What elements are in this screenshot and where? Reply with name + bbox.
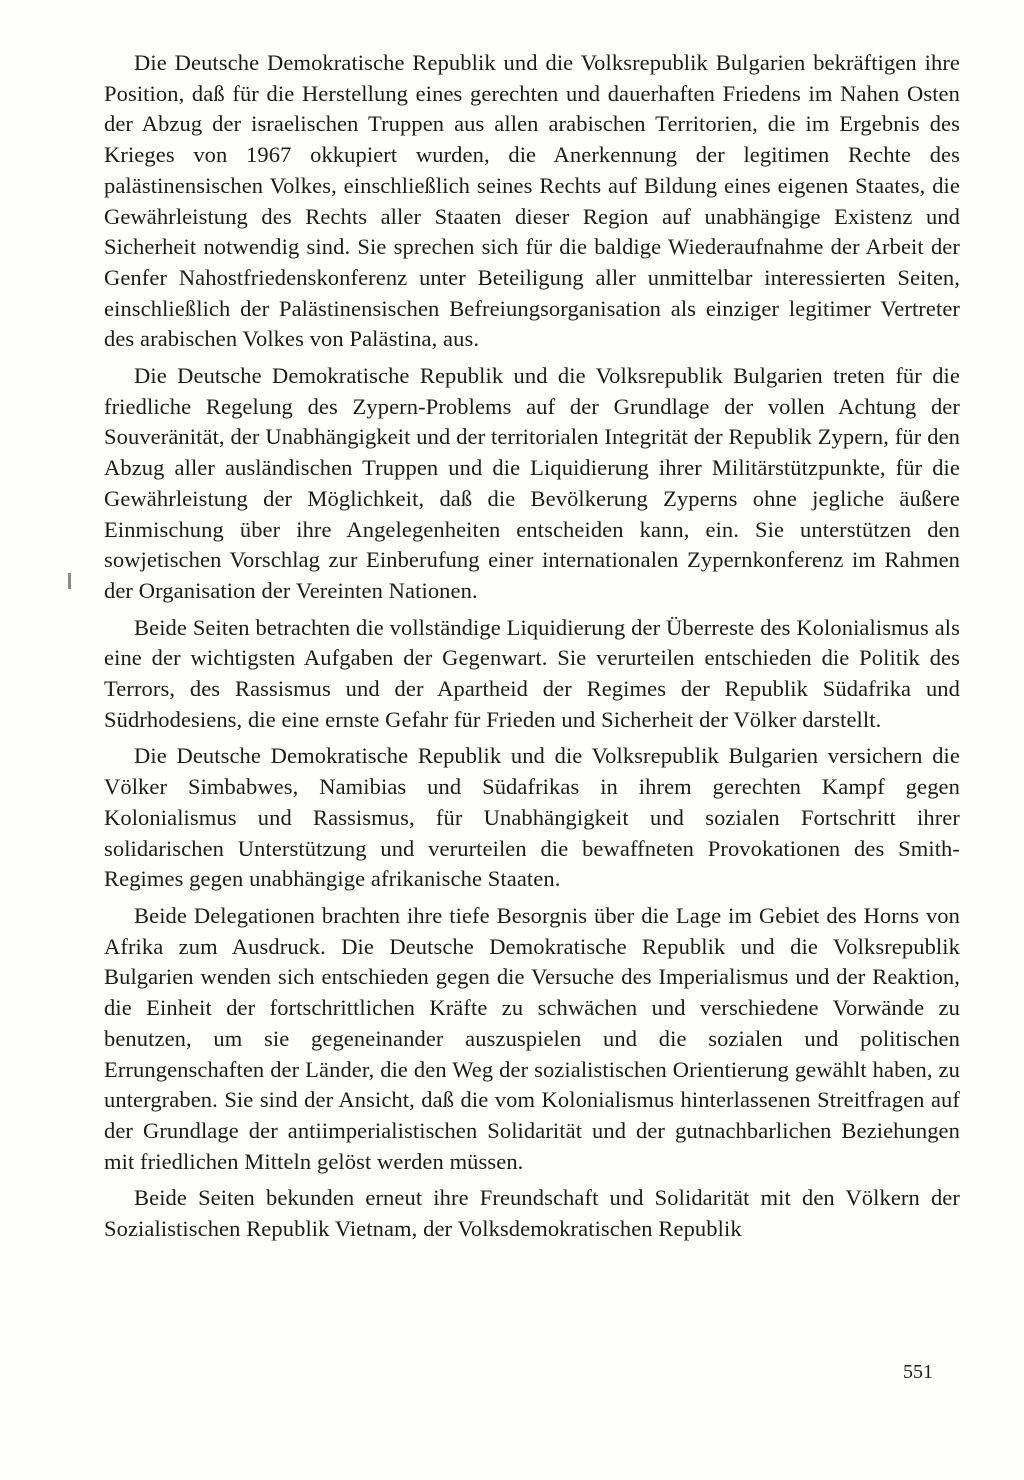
paragraph-southern-africa: Die Deutsche Demokratische Republik und die Volksrepublik Bulgarien versichern die Völker Simbabwes, Namibias und Südafrikas in ihrem gerechten Kampf gegen Kolonialismus und Rassismus, für Unabhängigkeit und sozialen Fortschritt ihrer solidarischen Unterstützung und verurteilen die bewaffneten Provokationen des Smith-Regimes gegen unabhängige afrikanische Staaten. [104,743,960,892]
paragraph-cyprus: Die Deutsche Demokratische Republik und die Volksrepublik Bulgarien treten für die friedliche Regelung des Zypern-Problems auf der Grundlage der vollen Achtung der Souveränität, der Unabhängigkeit und der territorialen Integrität der Republik Zypern, für den Abzug aller ausländischen Truppen und die Liquidierung ihrer Militärstützpunkte, für die Gewährleistung der Möglichkeit, daß die Bevölkerung Zyperns ohne jegliche äußere Einmischung über ihre Angelegenheiten entscheiden kann, ein. Sie unterstützen den sowjetischen Vorschlag zur Einberufung einer internationalen Zypernkonferenz im Rahmen der Organisation der Vereinten Nationen. [104,363,960,603]
paragraph-horn-of-africa: Beide Delegationen brachten ihre tiefe Besorgnis über die Lage im Gebiet des Horns von Afrika zum Ausdruck. Die Deutsche Demokratische Republik und die Volksrepublik Bulgarien wenden sich entschieden gegen die Versuche des Imperialismus und der Reaktion, die Einheit der fortschrittlichen Kräfte zu schwächen und verschiedene Vorwände zu benutzen, um sie gegeneinander auszuspielen und die sozialen und politischen Errungenschaften der Länder, die den Weg der sozialistischen Orientierung gewählt haben, zu untergraben. Sie sind der Ansicht, daß die vom Kolonialismus hinterlassenen Streitfragen auf der Grundlage der antiimperialistischen Solidarität und der gutnachbarlichen Beziehungen mit friedlichen Mitteln gelöst werden müssen. [104,902,960,1174]
paragraph-vietnam: Beide Seiten bekunden erneut ihre Freundschaft und Solidarität mit den Völkern der Sozialistischen Republik Vietnam, der Volksdemokratischen Republik [104,1185,960,1242]
page-number: 551 [903,1361,933,1383]
margin-mark [68,573,71,589]
paragraph-middle-east: Die Deutsche Demokratische Republik und die Volksrepublik Bulgarien bekräftigen ihre Position, daß für die Herstellung eines gerechten und dauerhaften Friedens im Nahen Osten der Abzug der israelischen Truppen aus allen arabischen Territorien, die im Ergebnis des Krieges von 1967 okkupiert wurden, die Anerkennung der legitimen Rechte des palästinensischen Volkes, einschließlich seines Rechts auf Bildung eines eigenen Staates, die Gewährleistung des Rechts aller Staaten dieser Region auf unabhängige Existenz und Sicherheit notwendig sind. Sie sprechen sich für die baldige Wiederaufnahme der Arbeit der Genfer Nahostfriedenskonferenz unter Beteiligung aller unmittelbar interessierten Seiten, einschließlich der Palästinensischen Befreiungsorganisation als einziger legitimer Vertreter des arabischen Volkes von Palästina, aus. [104,50,960,352]
body-text [104,48,960,1251]
paragraph-colonialism: Beide Seiten betrachten die vollständige Liquidierung der Überreste des Kolonialismus als eine der wichtigsten Aufgaben der Gegenwart. Sie verurteilen entschieden die Politik des Terrors, des Rassismus und der Apartheid der Regimes der Republik Südafrika und Südrhodesiens, die eine ernste Gefahr für Frieden und Sicherheit der Völker darstellt. [104,614,960,732]
